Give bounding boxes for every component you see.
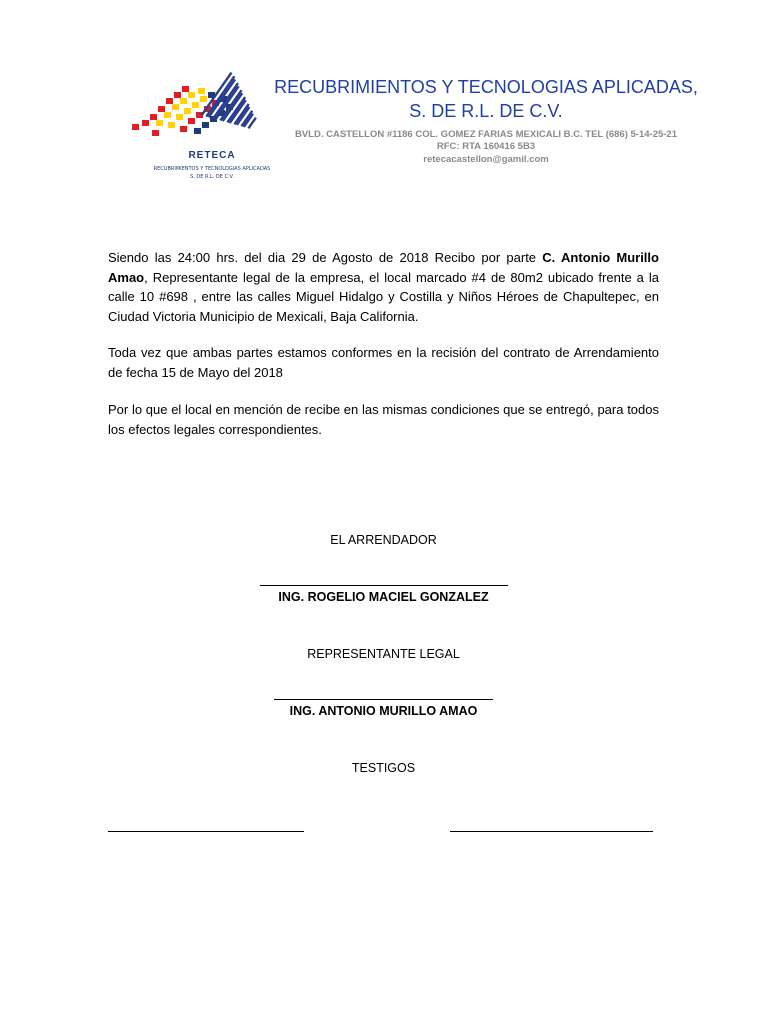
arrendador-signature-line <box>260 585 508 586</box>
logo-square <box>182 86 189 92</box>
company-logo <box>112 48 312 210</box>
logo-square <box>172 104 179 110</box>
logo-square <box>158 106 165 112</box>
paragraph-reception-part2: , Representante legal de la empresa, el local marcado #4 de 80m2 ubicado frente a la calle 10 #698 , entre las calles Miguel Hidalgo y Costilla y Niños Héroes de Chapultepec, en Ciudad Victoria Municipio de Mexicali, Baja California. <box>108 269 659 324</box>
testigo-1-signature-line <box>108 831 304 832</box>
representante-signature-line <box>274 699 493 700</box>
logo-name: RETECA <box>188 150 236 161</box>
logo-square <box>150 114 157 120</box>
logo-square <box>188 92 195 98</box>
company-address: BVLD. CASTELLON #1186 COL. GOMEZ FARIAS MEXICALI B.C. TEL (686) 5-14-25-21 <box>294 129 677 140</box>
logo-square <box>152 130 159 136</box>
logo-subtitle-line1: RECUBRIMIENTOS Y TECNOLOGIAS APLICADAS <box>153 166 271 172</box>
paragraph-reception <box>108 248 659 326</box>
logo-square <box>188 118 195 124</box>
logo-square <box>166 98 173 104</box>
logo-square <box>164 112 171 118</box>
testigos-label: TESTIGOS <box>351 761 416 775</box>
logo-square <box>180 98 187 104</box>
company-title <box>270 75 702 123</box>
company-title-line1: RECUBRIMIENTOS Y TECNOLOGIAS APLICADAS, <box>274 77 698 97</box>
logo-square <box>180 126 187 132</box>
logo-square <box>176 114 183 120</box>
logo-square <box>168 122 175 128</box>
logo-square <box>156 120 163 126</box>
arrendador-name: ING. ROGELIO MACIEL GONZALEZ <box>278 590 489 604</box>
logo-square <box>132 124 139 130</box>
company-title-line2: S. DE R.L. DE C.V. <box>409 101 563 121</box>
paragraph-conditions: Por lo que el local en mención de recibe en las mismas condiciones que se entregó, para todos los efectos legales correspondientes. <box>108 402 659 437</box>
logo-square <box>192 102 199 108</box>
paragraph-reception-part1: Siendo las 24:00 hrs. del dia 29 de Agosto de 2018 Recibo por parte <box>108 250 543 265</box>
logo-square <box>174 92 181 98</box>
representante-label: REPRESENTANTE LEGAL <box>307 647 460 661</box>
arrendador-label: EL ARRENDADOR <box>330 533 437 547</box>
paragraph-agreement: Toda vez que ambas partes estamos conformes en la recisión del contrato de Arrendamiento de fecha 15 de Mayo del 2018 <box>108 345 659 380</box>
logo-square <box>198 88 205 94</box>
logo-subtitle-line2: S. DE R.L. DE C.V. <box>190 174 234 180</box>
logo-square <box>202 122 209 128</box>
testigo-2-signature-line <box>450 831 653 832</box>
logo-square <box>194 128 201 134</box>
logo-square <box>200 96 207 102</box>
representative-name-bold: C. Antonio Murillo Amao <box>108 250 659 285</box>
company-rfc: RFC: RTA 160416 5B3 <box>436 141 536 152</box>
representante-name: ING. ANTONIO MURILLO AMAO <box>289 704 478 718</box>
logo-square <box>142 120 149 126</box>
company-email: retecacastellon@gamil.com <box>423 154 549 165</box>
logo-square <box>184 108 191 114</box>
